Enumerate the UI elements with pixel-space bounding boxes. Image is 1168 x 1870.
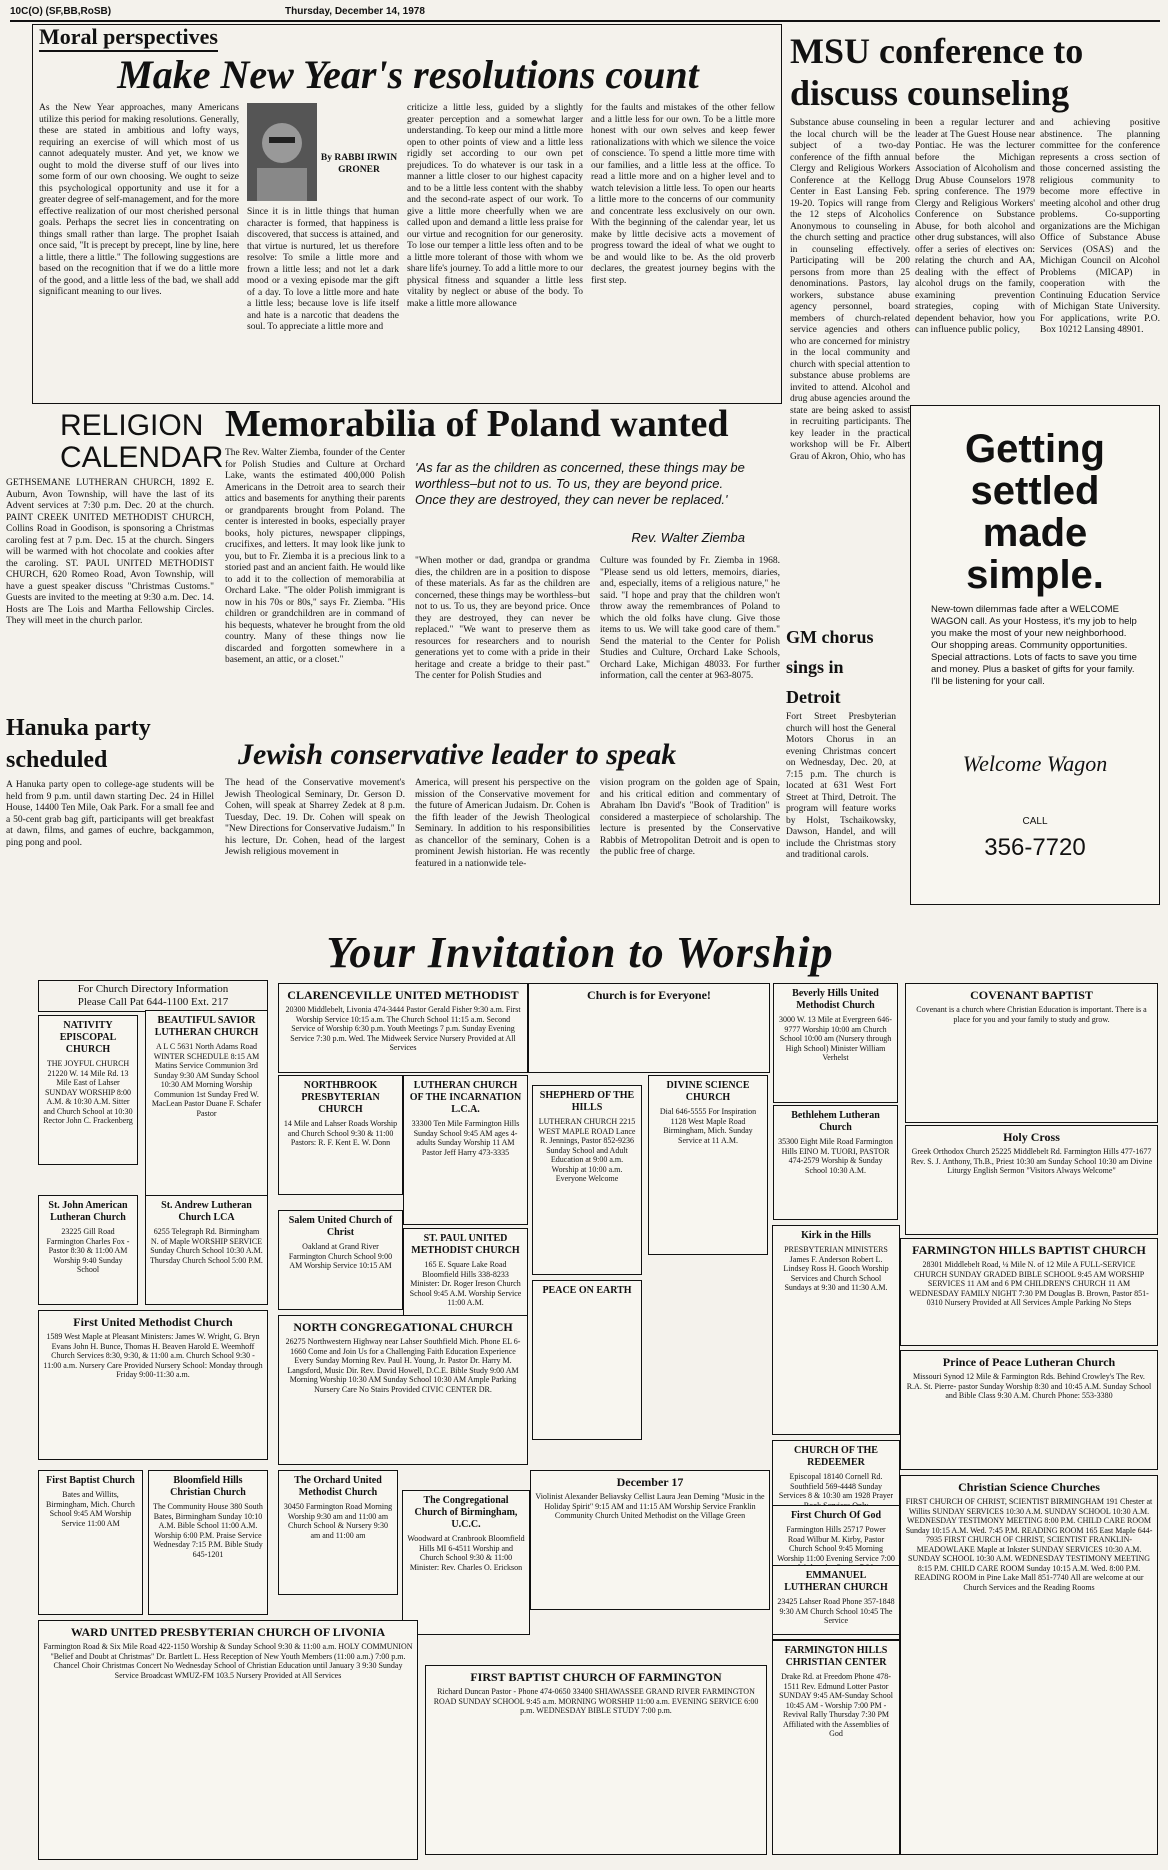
worship-ad <box>900 1475 1158 1855</box>
moral-headline: Make New Year's resolutions count <box>117 52 699 97</box>
worship-ad-title: NORTH CONGREGATIONAL CHURCH <box>293 1320 513 1334</box>
worship-ad-body: Richard Duncan Pastor - Phone 474-0650 33400 SHIAWASSEE GRAND RIVER FARMINGTON ROAD SUNDAY SCHOOL 9:45 a.m. MORNING WORSHIP 11:00 a.m. EVENING SERVICE 6:00 p.m. WEDNESDAY BIBLE STUDY 7:00 p.m. <box>433 1687 759 1715</box>
worship-ad-body: Violinist Alexander Beliavsky Cellist Laura Jean Deming "Music in the Holiday Spirit" 9:15 AM and 11:15 AM Worship Service Franklin Community Church United Methodist on the Village Green <box>535 1492 765 1520</box>
moral-perspectives-box <box>32 24 782 404</box>
worship-ad-body: 30450 Farmington Road Morning Worship 9:30 am and 11:00 am Church School & Nursery 9:30 am and 11:00 am <box>283 1502 393 1540</box>
worship-ad-body: Woodward at Cranbrook Bloomfield Hills MI 6-4511 Worship and Church School 9:30 & 11:00 Minister: Rev. Charles O. Erickson <box>407 1534 525 1572</box>
worship-ad-body: 28301 Middlebelt Road, ¼ Mile N. of 12 Mile A FULL-SERVICE CHURCH SUNDAY GRADED BIBLE SCHOOL 9:45 AM WORSHIP SERVICES 11 AM and 6 PM CHILDREN'S CHURCH 11 AM WEDNESDAY FAMILY NIGHT 7:30 PM Douglas B. Brown, Pastor 851-0310 Nursery Provided at All Services Ample Parking No Steps <box>909 1260 1149 1307</box>
header-rule <box>10 20 1160 22</box>
welcome-wagon-call-label: CALL <box>1022 816 1048 827</box>
religion-calendar-line2: CALENDAR <box>60 441 224 474</box>
worship-ad-title: Holy Cross <box>1003 1130 1060 1144</box>
worship-ad <box>38 1015 138 1165</box>
worship-ad-title: FARMINGTON HILLS CHRISTIAN CENTER <box>784 1645 888 1668</box>
worship-ad <box>905 983 1158 1123</box>
worship-ad <box>148 1470 268 1615</box>
worship-ad <box>38 1620 418 1860</box>
worship-ad-body: 20300 Middlebelt, Livonia 474-3444 Pastor Gerald Fisher 9:30 a.m. First Worship Service 10:15 a.m. The Church School 11:15 a.m. Second Service of Worship 6:30 p.m. Youth Meetings 7 p.m. Sunday Evening Service 7:30 p.m. Wed. The Midweek Service Nursery Provided at All Services <box>285 1005 521 1052</box>
msu-column-2: been a regular lecturer and leader at The Guest House near Pontiac. He was the lecturer before the Michigan Association of Alcoholism and Drug Abuse Counselors 1978 spring conference. The 1979 Clergy and Religious Workers' Conference on Substance Abuse, for both alcohol and other drug substances, will also offer a series of electives on: relating the church and AA, dealing with the effect of alcohol drugs on the family, examining prevention strategies, coping with dependent behavior, how you can influence public policy, <box>915 118 1035 335</box>
worship-ad-title: LUTHERAN CHURCH OF THE INCARNATION L.C.A. <box>409 1080 522 1115</box>
worship-ad <box>425 1665 767 1855</box>
worship-ad <box>773 1105 898 1220</box>
worship-banner: Your Invitation to Worship <box>326 928 834 977</box>
worship-ad-title: ST. PAUL UNITED METHODIST CHURCH <box>411 1233 520 1256</box>
page-code: 10C(O) (SF,BB,RoSB) <box>10 6 112 17</box>
ww-line2: settled <box>970 469 1100 513</box>
church-directory-info: For Church Directory Information Please Call Pat 644-1100 Ext. 217 <box>38 980 268 1012</box>
worship-ad <box>402 1490 530 1635</box>
worship-ad-body: LUTHERAN CHURCH 2215 WEST MAPLE ROAD Lance R. Jennings, Pastor 852-9236 Sunday School and Adult Education at 9:00 a.m. Worship at 10:00 a.m. Everyone Welcome <box>538 1117 636 1183</box>
worship-ad-body: FIRST CHURCH OF CHRIST, SCIENTIST BIRMINGHAM 191 Chester at Willits SUNDAY SERVICES 10:30 A.M. SUNDAY SCHOOL 10:30 A.M. WEDNESDAY TESTIMONY MEETING 8:00 P.M. CHILD CARE ROOM Sunday 10:15 A.M. Wed. 7:45 P.M. READING ROOM 165 East Maple 644-7935 FIRST CHURCH OF CHRIST, SCIENTIST FRANKLIN-MEADOWLAKE Maple at Inkster SUNDAY SERVICES 10:30 A.M. SUNDAY SCHOOL 10:30 A.M. WEDNESDAY TESTIMONY MEETING 8:15 P.M. CHILD CARE ROOM Sunday 10:15 A.M. Wed. 8:00 P.M. READING ROOM in Pine Lake Mall 851-7740 All are welcome at our Church Services and the Reading Rooms <box>905 1497 1153 1592</box>
worship-ad-title: FARMINGTON HILLS BAPTIST CHURCH <box>912 1243 1146 1257</box>
moral-column-2: Since it is in little things that human character is formed, that happiness is discovered, that success is attained, and that virtue is nurtured, let us therefore resolve: To smile a little more and frown a little less; and not let a dark mood or a vexing episode mar the gift of a day. To love a little more and hate a little less; because love is life itself and hate is a narcotic that deadens the soul. To appreciate a little more and <box>247 207 399 332</box>
ww-line3: made <box>982 511 1088 555</box>
worship-ad-title: St. John American Lutheran Church <box>48 1200 128 1223</box>
worship-ad-body: Covenant is a church where Christian Education is important. There is a place for you and your family to study and grow. <box>916 1005 1147 1024</box>
worship-ad <box>145 1010 268 1220</box>
poland-quote-attribution: Rev. Walter Ziemba <box>631 530 745 545</box>
worship-ad-title: St. Andrew Lutheran Church LCA <box>161 1200 252 1223</box>
msu-headline: MSU conference to discuss counseling <box>790 31 1084 113</box>
worship-ad <box>278 1470 398 1595</box>
worship-ad-body: Dial 646-5555 For Inspiration 1128 West Maple Road Birmingham, Mich. Sunday Service at 11 A.M. <box>659 1107 757 1145</box>
worship-ad-body: Oakland at Grand River Farmington Church School 9:00 AM Worship Service 10:15 AM <box>288 1242 393 1270</box>
jewish-column-2: America, will present his perspective on the mission of the Conservative movement for the future of American Judaism. Dr. Cohen is the fifth leader of the Jewish Theological Seminary. In addition to his responsibilities as chancellor of the seminary, Cohen is a prominent Jewish historian. He was recently featured in a nationwide tele- <box>415 778 590 869</box>
worship-ad <box>900 1238 1158 1346</box>
moral-column-1: As the New Year approaches, many Americans utilize this period for making resolutions. Generally, these are stated in ambitious and lofty ways, requiring an exercise of will which most of us cannot adequately muster. And yet, we know we ought to mold the diverse stuff of our lives into some form of our own choosing. We ought to seize this psychological opportunity and use it for a greater degree of self-management, and for the more effective realization of our most cherished personal goals. Perhaps the secret lies in concentrating on things small rather than large. The prophet Isaiah once said, "It is precept by precept, line by line, here a little, there a little." The following suggestions are based on the recognition that if we do a little more of the good, and a little less of the bad, we shall add significant meaning to our lives. <box>39 103 239 297</box>
worship-ad <box>532 1085 642 1275</box>
msu-column-3: and achieving positive abstinence. The planning committee for the conference represents a cross section of those concerned assisting the religious community to become more effective in meeting alcohol and other drug problems. Co-supporting organizations are the Michigan Office of Substance Abuse Services (OSAS) and the Michigan Council on Alcohol Problems (MICAP) in cooperation with the Continuing Education Service of Michigan State University. For applications, write P.O. Box 10212 Lansing 48901. <box>1040 118 1160 335</box>
worship-ad-body: 33300 Ten Mile Farmington Hills Sunday School 9:45 AM ages 4-adults Sunday Worship 11 AM Pastor Jeff Harry 473-3335 <box>411 1119 520 1157</box>
worship-ad-title: PEACE ON EARTH <box>542 1285 632 1296</box>
worship-ad-body: Missouri Synod 12 Mile & Farmington Rds. Behind Crowley's The Rev. R.A. St. Pierre- pastor Sunday Worship 8:30 and 10:45 A.M. Sunday School and Bible Class 9:30 A.M. Church Phone: 553-3380 <box>906 1372 1152 1400</box>
msu-column-1: Substance abuse counseling in the local church will be the subject of a two-day conference of the fifth annual Clergy and Religious Workers Conference at the Kellogg Center in East Lansing Feb. 19-20. Topics will range from the 12 steps of Alcoholics Anonymous to counseling in the church setting and practice in counseling effectively. Participating will be 200 persons from more than 25 denominations. Pastors, lay workers, substance abuse agency personnel, board members of church-related service agencies and others who are concerned for ministry in the local community and church with special attention to substance abuse problems are invited to attend. Alcohol and drug abuse agencies around the state are being asked to assist in recruiting participants. The key leader in the practical workshop will be Fr. Albert Grau of Akron, Ohio, who has <box>790 118 910 462</box>
worship-ad-title: CLARENCEVILLE UNITED METHODIST <box>287 988 519 1002</box>
worship-ad-body: Bates and Willits, Birmingham, Mich. Church School 9:45 AM Worship Service 11:00 AM <box>46 1490 135 1528</box>
worship-ad-body: A L C 5631 North Adams Road WINTER SCHEDULE 8:15 AM Matins Service Communion 3rd Sunday 9:30 AM Sunday School 10:30 AM Morning Worship Communion 1st Sunday Fred W. MacLean Pastor Duane F. Schafer Pastor <box>151 1042 262 1118</box>
worship-ad-body: Episcopal 18140 Cornell Rd. Southfield 569-4448 Sunday Services 8 & 10:30 am 1928 Prayer <box>778 1472 894 1500</box>
worship-ad <box>278 1210 403 1310</box>
worship-ad-title: Kirk in the Hills <box>801 1230 871 1241</box>
ww-line4: simple. <box>966 553 1104 597</box>
worship-ad-title: WARD UNITED PRESBYTERIAN CHURCH OF LIVONIA <box>70 1625 386 1639</box>
worship-ad <box>905 1125 1158 1235</box>
welcome-wagon-ad <box>910 405 1160 905</box>
worship-ad-title: First Baptist Church <box>46 1475 135 1486</box>
worship-ad-body: 165 E. Square Lake Road Bloomfield Hills 338-8233 Minister: Dr. Roger Ireson Church School 9:45 A.M. Worship Service 11:00 A.M. <box>409 1260 522 1307</box>
worship-ad-body: PRESBYTERIAN MINISTERS James F. Anderson Robert L. Lindsey Ross H. Gooch Worship Services and Church School Sundays at 9:30 and 11:30 A.M. <box>783 1245 889 1292</box>
worship-ad-title: FIRST BAPTIST CHURCH OF FARMINGTON <box>470 1670 722 1684</box>
worship-ad-title: The Congregational Church of Birmingham, U.C.C. <box>414 1495 518 1530</box>
worship-ad-title: SHEPHERD OF THE HILLS <box>539 1090 635 1113</box>
moral-column-3: criticize a little less, guided by a slightly greater perception and a somewhat larger understanding. To keep our mind a little more open to other points of view and a little less rigidly set according to our own pet prejudices. To do whatever is our task in a manner a little closer to our highest capacity and to be a little less content with the shabby and the second-rate aspect of our work. To give a little more cheerfully when we are called upon and demand a little less praise for our virtue and recognition for our generosity. To lose our temper a little less often and to be a little more tolerant of those with whom we share life's journey. To add a little more to our physical fitness and squander a little less vitality by neglect or abuse of the body. To make a little more allowance <box>407 103 583 309</box>
worship-ad-title: Bloomfield Hills Christian Church <box>170 1475 246 1498</box>
worship-ad-title: Salem United Church of Christ <box>288 1215 393 1238</box>
worship-ad-title: CHURCH OF THE REDEEMER <box>794 1445 878 1468</box>
worship-ad-body: Farmington Hills 25717 Power Road Wilbur M. Kirby, Pastor Church School 9:45 Morning Worship 11:00 Evening Service 7:00 <box>777 1525 895 1563</box>
worship-ad-title: Bethlehem Lutheran Church <box>791 1110 880 1133</box>
worship-ad-title: COVENANT BAPTIST <box>970 988 1093 1002</box>
jewish-column-3: vision program on the golden age of Spain, and his critical edition and commentary of Abraham Ibn David's "Book of Tradition" is considered a masterpiece of scholarship. The lecture is presented by the Conservative Rabbis of Metropolitan Detroit and is open to the public free of charge. <box>600 778 780 857</box>
poland-pull-quote: 'As far as the children as concerned, these things may be worthless–but not to us. To us, they are beyond price. Once they are destroyed, they can never be replaced.' <box>415 460 745 507</box>
worship-ad-title: NATIVITY EPISCOPAL CHURCH <box>59 1020 117 1055</box>
worship-ad-title: EMMANUEL LUTHERAN CHURCH <box>784 1570 888 1593</box>
worship-ad <box>900 1350 1158 1470</box>
worship-ad <box>278 1315 528 1465</box>
poland-column-1: The Rev. Walter Ziemba, founder of the Center for Polish Studies and Culture at Orchard Lake, wants the estimated 400,000 Polish Americans in the Detroit area to search their attics and basements for anything their parents or grandparents brought from Poland. The center is interested in books, especially prayer books, holy pictures, newspaper clippings, crucifixes, and letters. It may look like junk to you, but to Fr. Ziemba it is a precious link to a storied past and an ancient faith. He would like to add it to the collection of memorabilia at Orchard Lake. "The older Polish immigrant is now in his 70s or 80s," says Fr. Ziemba. "His children or grandchildren are in command of his bequests, whatever he brought from the old country. Many of these things now lie discarded and forgotten somewhere in a basement, an attic, or a closet." <box>225 448 405 665</box>
moral-column-4: for the faults and mistakes of the other fellow and a little less for our own. To be a little more honest with our own selves and keep fewer rationalizations with which we silence the voice of conscience. To spend a little more time with our families, and a little less at the office. To read a little more and on a higher level and to watch television a little less. To open our hearts a little more to the concerns of our community and concentrate less exclusively on our own. With the beginning of the calendar year, let us make by little decisive acts a movement of progress toward the ideal of what we ought to be and would like to be. As the old proverb declares, the greatest journey begins with the first step. <box>591 103 775 286</box>
religion-calendar-line1: RELIGION <box>60 409 204 442</box>
welcome-wagon-headline <box>911 428 1159 596</box>
worship-ad <box>38 1195 138 1305</box>
portrait-icon <box>247 103 317 201</box>
worship-ad-body: 35300 Eight Mile Road Farmington Hills EINO M. TUORI, PASTOR 474-2579 Worship & Sunday School 10:30 A.M. <box>778 1137 893 1175</box>
worship-ad-body: 14 Mile and Lahser Roads Worship and Church School 9:30 & 11:00 Pastors: R. F. Kent E. W. Donn <box>283 1119 398 1147</box>
worship-ad-body: 26275 Northwestern Highway near Lahser Southfield Mich. Phone EL 6-1660 Come and Join Us for a Challenging Faith Education Experience Every Sunday Morning Rev. Paul H. Young, Jr. Pastor Dr. Harry M. Langsford, Music Dir. Rev. David Howell, D.C.E. Bible Study 9:00 AM Morning Worship 10:30 AM Sunday School 10:30 AM Ample Parking Nursery Care No Stairs Provided CIVIC CENTER DR. <box>285 1337 521 1394</box>
worship-ad <box>648 1075 768 1255</box>
worship-ad <box>772 1565 900 1635</box>
worship-ad <box>278 983 528 1073</box>
worship-ad <box>528 983 770 1073</box>
worship-ad <box>773 983 898 1103</box>
worship-ad <box>530 1470 770 1610</box>
worship-ad-title: December 17 <box>616 1475 684 1489</box>
ww-line1: Getting <box>965 427 1105 471</box>
hanuka-body: A Hanuka party open to college-age students will be held from 9 p.m. until dawn starting Dec. 24 in Hillel House, 14400 Ten Mile, Oak Park. For a small fee and a 50-cent grab bag gift, participants will get breakfast at dawn, films, and games of euchre, backgammon, ping pong and pool. <box>6 780 214 848</box>
worship-ad-title: The Orchard United Methodist Church <box>294 1475 382 1498</box>
worship-ad-body: 6255 Telegraph Rd. Birmingham N. of Maple WORSHIP SERVICE Sunday Church School 10:30 A.M. Thursday Church School 5:00 P.M. <box>150 1227 263 1265</box>
worship-ad-title: DIVINE SCIENCE CHURCH <box>666 1080 750 1103</box>
worship-ad <box>772 1225 900 1435</box>
gm-headline: GM chorus sings in Detroit <box>786 627 874 707</box>
moral-kicker: Moral perspectives <box>39 24 218 52</box>
worship-ad-body: THE JOYFUL CHURCH 21220 W. 14 Mile Rd. 13 Mile East of Lahser SUNDAY WORSHIP 8:00 A.M. & 10:30 A.M. Sitter and Church School at 10:30 Rector John C. Frackenberg <box>43 1059 133 1125</box>
worship-ad <box>532 1280 642 1440</box>
worship-ad-title: Prince of Peace Lutheran Church <box>942 1355 1116 1369</box>
religion-calendar-title <box>60 409 224 474</box>
worship-ad-body: Greek Orthodox Church 25225 Middlebelt Rd. Farmington Hills 477-1677 Rev. S. J. Anthony, Th.B., Priest 10:30 am Sunday School 10:30 am Divine Liturgy English Sermon "Visitors Always Welcome" <box>910 1147 1153 1175</box>
welcome-wagon-body: New-town dilemmas fade after a WELCOME WAGON call. As your Hostess, it's my job to help you make the most of your new neighborhood. Our shopping areas. Community opportunities. Special attractions. Lots of facts to save you time and money. Plus a basket of gifts for your family. I'll be listening for your call. <box>931 604 1137 687</box>
worship-ad-body: Drake Rd. at Freedom Phone 478-1511 Rev. Edmund Lotter Pastor SUNDAY 9:45 AM-Sunday School 10:45 AM - Worship 7:00 PM - Revival Rally Thursday 7:30 PM Affiliated with the Assemblies of God <box>779 1672 893 1738</box>
worship-ad <box>403 1075 528 1225</box>
worship-ad-body: 23225 Gill Road Farmington Charles Fox - Pastor 8:30 & 11:00 AM Worship 9:40 Sunday School <box>46 1227 130 1274</box>
worship-ad-title: Christian Science Churches <box>958 1480 1100 1494</box>
worship-ad <box>38 1470 143 1615</box>
page-date: Thursday, December 14, 1978 <box>285 6 425 17</box>
worship-ad-body: 3000 W. 13 Mile at Evergreen 646-9777 Worship 10:00 am Church School 10:00 am (Nursery through High School) Minister William Verhelst <box>779 1015 892 1062</box>
moral-byline: By RABBI IRWIN GRONER <box>320 153 398 175</box>
worship-ad-title: First Church Of God <box>790 1510 882 1521</box>
jewish-headline: Jewish conservative leader to speak <box>238 738 677 771</box>
welcome-wagon-phone: 356-7720 <box>984 834 1086 861</box>
gm-body: Fort Street Presbyterian church will host the General Motors Chorus in an evening Christmas concert on Wednesday, Dec. 20, at 7:15 p.m. The church is located at 631 West Fort Street at Third, Detroit. The program will feature works by Holst, Tschaikowsky, Dawson, Handel, and will include the Christmas story and traditional carols. <box>786 712 896 860</box>
worship-ad-title: First United Methodist Church <box>73 1315 233 1329</box>
poland-column-3: Culture was founded by Fr. Ziemba in 1968. "Please send us old letters, memoirs, diaries, and, especially, items of a religious nature," he said. "I hope and pray that the children won't throw away the remembrances of Poland to which the old folks have clung. Give those items to us. We will take good care of them." Send the material to the Center for Polish Studies and Culture, Orchard Lake Schools, Orchard Lake, Michigan 48033. For further information, call the center at 963-8075. <box>600 556 780 681</box>
welcome-wagon-logo: Welcome Wagon <box>962 751 1108 776</box>
worship-ad <box>278 1075 403 1195</box>
worship-ad-title: NORTHBROOK PRESBYTERIAN CHURCH <box>301 1080 380 1115</box>
worship-ad-title: Church is for Everyone! <box>587 988 711 1002</box>
poland-column-2: "When mother or dad, grandpa or grandma dies, the children are in a position to dispose of these materials. As far as the children are concerned, these things may be worthless–but not to us. To us, they are beyond price. Once they are destroyed, they can never be replaced." "We want to preserve them as resources for researchers and to nourish generations yet to come with a pride in their heritage and create a bridge to their past." The center for Polish Studies and <box>415 556 590 681</box>
worship-ad-title: BEAUTIFUL SAVIOR LUTHERAN CHURCH <box>154 1015 259 1038</box>
worship-ad-title: Beverly Hills United Methodist Church <box>792 988 879 1011</box>
jewish-column-1: The head of the Conservative movement's Jewish Theological Seminary, Dr. Gerson D. Cohen, will speak at Sharrey Zedek at 8 p.m. Tuesday, Dec. 19. Dr. Cohen will speak on "New Directions for Conservative Judaism." In his lecture, Dr. Cohen, head of the largest Jewish religious movement in <box>225 778 405 857</box>
worship-ad-body: 23425 Lahser Road Phone 357-1848 9:30 AM Church School 10:45 The Service <box>777 1597 895 1625</box>
worship-ad <box>38 1310 268 1460</box>
worship-ad <box>145 1195 268 1305</box>
poland-headline: Memorabilia of Poland wanted <box>225 403 729 445</box>
religion-calendar-body: GETHSEMANE LUTHERAN CHURCH, 1892 E. Auburn, Avon Township, will have the last of its Advent services at 7:30 p.m. Dec. 20 at the church. PAINT CREEK UNITED METHODIST CHURCH, Collins Road in Goodison, is sponsoring a Christmas caroling fest at 7 p.m. Dec. 15 at the church. Singers will be warmed with hot chocolate and cookies after the caroling. ST. PAUL UNITED METHODIST CHURCH, 620 Romeo Road, Avon Township, will have a guest speaker discuss "Christmas Customs." Guests are invited to the meeting at 9:30 a.m. Dec. 14. Hosts are The Lois and Martha Fellowship Circles. They will meet in the church parlor. <box>6 478 214 626</box>
hanuka-headline: Hanuka party scheduled <box>6 715 151 773</box>
worship-ad-body: 1589 West Maple at Pleasant Ministers: James W. Wright, G. Bryn Evans John H. Bunce, Thomas H. Beaven Harold E. Weemhoff Church Services 8:30, 9:30, & 11:00 a.m. Church School 9:30 - 11:00 a.m. Nursery Care Provided Nursery School: Monday through Friday 9:00-11:30 a.m. <box>43 1332 263 1379</box>
worship-ad <box>772 1640 900 1855</box>
worship-ad-body: The Community House 380 South Bates, Birmingham Sunday 10:10 A.M. Bible School 11:00 A.M. Worship 6:00 P.M. Praise Service Wednesday 7:15 P.M. Bible Study 645-1201 <box>153 1502 263 1559</box>
rabbi-photo <box>247 103 317 201</box>
worship-ad-body: Farmington Road & Six Mile Road 422-1150 Worship & Sunday School 9:30 & 11:00 a.m. HOLY COMMUNION "Belief and Doubt at Christmas" Dr. Bartlett L. Hess Reception of New Youth Members (11:00 a.m.) 7:00 p.m. Chancel Choir Christmas Concert No Wednesday School of Christian Education until January 3 9:30 Sunday Service Broadcast WMUZ-FM 103.5 Nursery Provided at All Services <box>43 1642 413 1680</box>
